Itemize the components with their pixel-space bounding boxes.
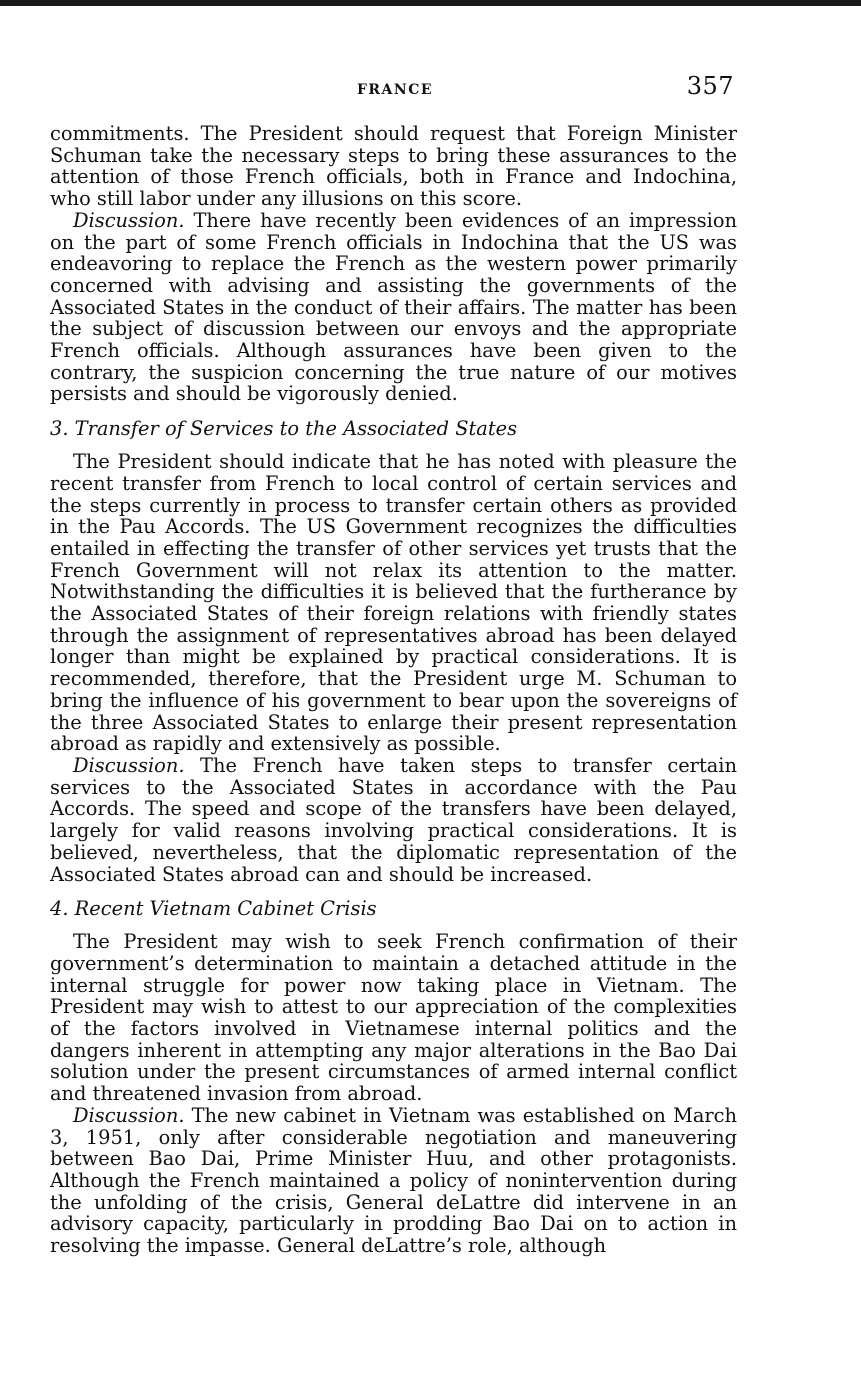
running-title: FRANCE — [356, 82, 434, 98]
page-number: 357 — [686, 72, 734, 100]
discussion-paragraph-4 — [50, 1105, 737, 1257]
recommendation-paragraph-4: The President may wish to seek French confirmation of their government’s determination to maintain a detached attitude in the internal struggle for power now taking place in Vietnam. The President may wish to attest to our appreciation of the complexities of the factors involved in Vietnamese internal politics and the dangers inherent in attempting any major alterations in the Bao Dai solution under the present circumstances of armed internal conflict and threatened invasion from abroad. — [50, 930, 737, 1106]
discussion-label: Discussion. — [73, 1103, 185, 1127]
discussion-label: Discussion. — [73, 208, 185, 232]
recommendation-paragraph-3: The President should indicate that he has noted with pleasure the recent transfer from French to local control of certain services and the steps currently in process to transfer certain others as provided in the Pau Accords. The US Government recognizes the difficulties entailed in effecting the transfer of other services yet trusts that the French Government will not relax its attention to the matter. Notwithstanding the difficulties it is believed that the furtherance by the Associated States of their foreign relations with friendly states through the assignment of representatives abroad has been delayed longer than might be explained by practical considerations. It is recommended, therefore, that the President urge M. Schuman to bring the influence of his government to bear upon the sovereigns of the three Associated States to enlarge their present representation abroad as rapidly and extensively as possible. — [50, 450, 737, 756]
section-heading-4: 4. Recent Vietnam Cabinet Crisis — [50, 897, 377, 921]
discussion-paragraph-1 — [50, 210, 737, 405]
discussion-text-1: There have recently been evidences of an impression on the part of some French officials in Indochina that the US was endeavoring to replace the French as the western power primarily concerned with advising and assisting the governments of the Associated States in the conduct of their affairs. The matter has been the subject of discussion between our envoys and the appropriate French officials. Although assurances have been given to the contrary, the suspicion concerning the true nature of our motives persists and should be vigorously denied. — [50, 208, 737, 406]
discussion-paragraph-3 — [50, 755, 737, 885]
discussion-text-3: The French have taken steps to transfer certain services to the Associated States in accordance with the Pau Accords. The speed and scope of the transfers have been delayed, largely for valid reasons involving practical considerations. It is believed, nevertheless, that the diplomatic representation of the Associated States abroad can and should be increased. — [50, 753, 737, 886]
page-body — [50, 123, 737, 1257]
discussion-label: Discussion. — [73, 753, 185, 777]
paragraph-continuation: commitments. The President should request that Foreign Minister Schuman take the necessary steps to bring these assurances to the attention of those French officials, both in France and Indochina, who still labor under any illusions on this score. — [50, 122, 737, 211]
section-heading-3: 3. Transfer of Services to the Associated States — [50, 417, 518, 441]
top-border-rule — [0, 0, 861, 6]
discussion-text-4: The new cabinet in Vietnam was established on March 3, 1951, only after considerable negotiation and maneuvering between Bao Dai, Prime Minister Huu, and other protagonists. Although the French maintained a policy of nonintervention during the unfolding of the crisis, General deLattre did intervene in an advisory capacity, particularly in prodding Bao Dai on to action in resolving the impasse. General deLattre’s role, although — [50, 1103, 737, 1258]
running-head — [50, 72, 740, 106]
